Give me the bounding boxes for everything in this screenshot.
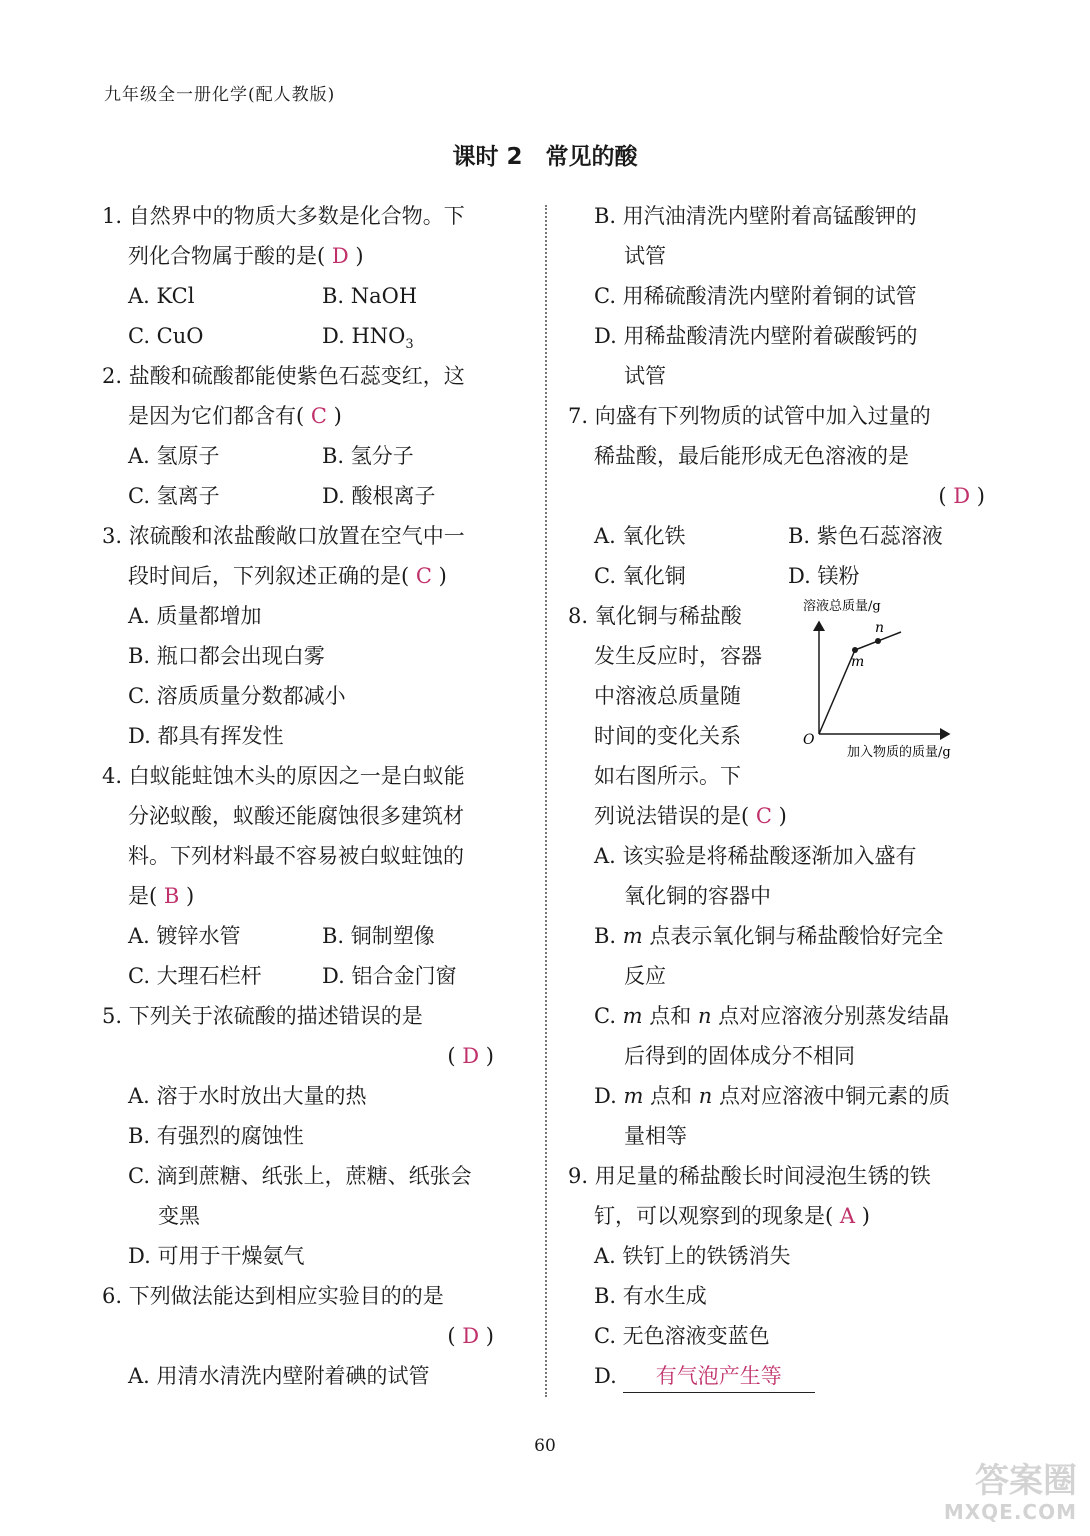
q8-option-b-2: 反应 bbox=[624, 964, 666, 988]
graph-origin-label: O bbox=[803, 732, 815, 748]
q4-options-cd: C. 大理石栏杆 D. 铝合金门窗 bbox=[128, 964, 457, 988]
q9-answer: A bbox=[839, 1204, 856, 1228]
graph-m-label: m bbox=[851, 654, 865, 670]
q8-option-d-1: D. m 点和 n 点对应溶液中铜元素的质 bbox=[594, 1084, 950, 1108]
graph-point-n bbox=[875, 638, 881, 644]
q5-stem: 5. 下列关于浓硫酸的描述错误的是 bbox=[102, 1004, 423, 1028]
q9-stem-1: 9. 用足量的稀盐酸长时间浸泡生锈的铁 bbox=[568, 1164, 931, 1188]
q8-block bbox=[568, 596, 993, 836]
q6-option-b-2: 试管 bbox=[624, 244, 666, 268]
q9-option-a: A. 铁钉上的铁锈消失 bbox=[594, 1244, 791, 1268]
q7-options-ab: A. 氧化铁 B. 紫色石蕊溶液 bbox=[594, 524, 943, 548]
column-divider bbox=[545, 205, 547, 1397]
q1-options-cd: C. CuO D. $HNO_3$ bbox=[128, 324, 414, 353]
watermark-top: 答案圈 bbox=[975, 1461, 1077, 1501]
q8-option-a-1: A. 该实验是将稀盐酸逐渐加入盛有 bbox=[594, 844, 917, 868]
q6-option-d-2: 试管 bbox=[624, 364, 666, 388]
q4-answer: B bbox=[163, 884, 180, 908]
graph-n-label: n bbox=[875, 620, 885, 636]
graph-y-label: 溶液总质量/g bbox=[803, 599, 881, 614]
q5-answer-bracket: ( D ) bbox=[447, 1044, 494, 1068]
graph-x-label: 加入物质的质量/g bbox=[847, 745, 951, 760]
q8-stem-2: 发生反应时，容器 bbox=[594, 644, 762, 668]
page-number: 60 bbox=[534, 1436, 556, 1456]
q6-option-d-1: D. 用稀盐酸清洗内壁附着碳酸钙的 bbox=[594, 324, 918, 348]
q3-answer: C bbox=[415, 564, 432, 588]
q8-option-c-1: C. m 点和 n 点对应溶液分别蒸发结晶 bbox=[594, 1004, 950, 1028]
watermark-logo bbox=[915, 1462, 1085, 1532]
q5-option-c-1: C. 滴到蔗糖、纸张上，蔗糖、纸张会 bbox=[128, 1164, 472, 1188]
q6-answer-bracket: ( D ) bbox=[447, 1324, 494, 1348]
q1-options-ab: A. KCl B. NaOH bbox=[128, 284, 418, 308]
q8-answer: C bbox=[755, 804, 772, 828]
q4-stem-3: 料。下列材料最不容易被白蚁蛀蚀的 bbox=[128, 844, 464, 868]
q8-option-b-1: B. m 点表示氧化铜与稀盐酸恰好完全 bbox=[594, 924, 944, 948]
q1-stem-1: 1. 自然界中的物质大多数是化合物。下 bbox=[102, 204, 465, 228]
q8-stem-5: 如右图所示。下 bbox=[594, 764, 741, 788]
q3-option-c: C. 溶质质量分数都减小 bbox=[128, 684, 346, 708]
q3-option-d: D. 都具有挥发性 bbox=[128, 724, 284, 748]
q2-options-cd: C. 氢离子 D. 酸根离子 bbox=[128, 484, 436, 508]
q9-blank-answer: 有气泡产生等 bbox=[623, 1360, 815, 1393]
watermark-bottom: MXQE.COM bbox=[943, 1500, 1077, 1524]
q3-option-b: B. 瓶口都会出现白雾 bbox=[128, 644, 325, 668]
left-column bbox=[102, 196, 502, 1396]
q8-stem-6: 列说法错误的是( C ) bbox=[594, 804, 787, 828]
mass-graph bbox=[793, 598, 993, 766]
q7-answer: D bbox=[953, 484, 971, 508]
q7-stem-2: 稀盐酸，最后能形成无色溶液的是 bbox=[594, 444, 909, 468]
q8-option-a-2: 氧化铜的容器中 bbox=[624, 884, 771, 908]
q8-stem-4: 时间的变化关系 bbox=[594, 724, 741, 748]
q6-option-c: C. 用稀硫酸清洗内壁附着铜的试管 bbox=[594, 284, 917, 308]
q4-stem-4: 是( B ) bbox=[128, 884, 195, 908]
q2-options-ab: A. 氢原子 B. 氢分子 bbox=[128, 444, 414, 468]
q5-option-a: A. 溶于水时放出大量的热 bbox=[128, 1084, 367, 1108]
q5-answer: D bbox=[462, 1044, 480, 1068]
q9-stem-2: 钉，可以观察到的现象是( A ) bbox=[594, 1204, 870, 1228]
q7-stem-1: 7. 向盛有下列物质的试管中加入过量的 bbox=[568, 404, 931, 428]
q2-stem-1: 2. 盐酸和硫酸都能使紫色石蕊变红，这 bbox=[102, 364, 465, 388]
q4-options-ab: A. 镀锌水管 B. 铜制塑像 bbox=[128, 924, 435, 948]
q8-option-c-2: 后得到的固体成分不相同 bbox=[624, 1044, 855, 1068]
q5-option-c-2: 变黑 bbox=[158, 1204, 200, 1228]
q8-option-d-2: 量相等 bbox=[624, 1124, 687, 1148]
lesson-title: 课时 2 常见的酸 bbox=[452, 144, 638, 170]
q6-stem: 6. 下列做法能达到相应实验目的的是 bbox=[102, 1284, 444, 1308]
q4-stem-1: 4. 白蚁能蛀蚀木头的原因之一是白蚁能 bbox=[102, 764, 465, 788]
q6-option-a: A. 用清水清洗内壁附着碘的试管 bbox=[128, 1364, 430, 1388]
q6-answer: D bbox=[462, 1324, 480, 1348]
q4-stem-2: 分泌蚁酸，蚁酸还能腐蚀很多建筑材 bbox=[128, 804, 464, 828]
q3-stem-2: 段时间后，下列叙述正确的是( C ) bbox=[128, 564, 447, 588]
graph-point-m bbox=[852, 647, 858, 653]
q8-stem-1: 8. 氧化铜与稀盐酸 bbox=[568, 604, 742, 628]
q9-option-c: C. 无色溶液变蓝色 bbox=[594, 1324, 770, 1348]
q6-option-b-1: B. 用汽油清洗内壁附着高锰酸钾的 bbox=[594, 204, 917, 228]
right-column bbox=[568, 196, 993, 1396]
q8-stem-3: 中溶液总质量随 bbox=[594, 684, 741, 708]
q1-answer: D bbox=[331, 244, 349, 268]
q3-stem-1: 3. 浓硫酸和浓盐酸敞口放置在空气中一 bbox=[102, 524, 465, 548]
q7-answer-bracket: ( D ) bbox=[938, 484, 985, 508]
q1-stem-2: 列化合物属于酸的是( D ) bbox=[128, 244, 364, 268]
book-header: 九年级全一册化学(配人教版) bbox=[104, 85, 336, 105]
q9-option-b: B. 有水生成 bbox=[594, 1284, 707, 1308]
graph-line bbox=[819, 632, 901, 734]
q2-stem-2: 是因为它们都含有( C ) bbox=[128, 404, 342, 428]
q5-option-d: D. 可用于干燥氨气 bbox=[128, 1244, 305, 1268]
q3-option-a: A. 质量都增加 bbox=[128, 604, 262, 628]
q2-answer: C bbox=[310, 404, 327, 428]
q7-options-cd: C. 氧化铜 D. 镁粉 bbox=[594, 564, 860, 588]
q9-option-d: D. 有气泡产生等 bbox=[568, 1356, 993, 1396]
q5-option-b: B. 有强烈的腐蚀性 bbox=[128, 1124, 304, 1148]
